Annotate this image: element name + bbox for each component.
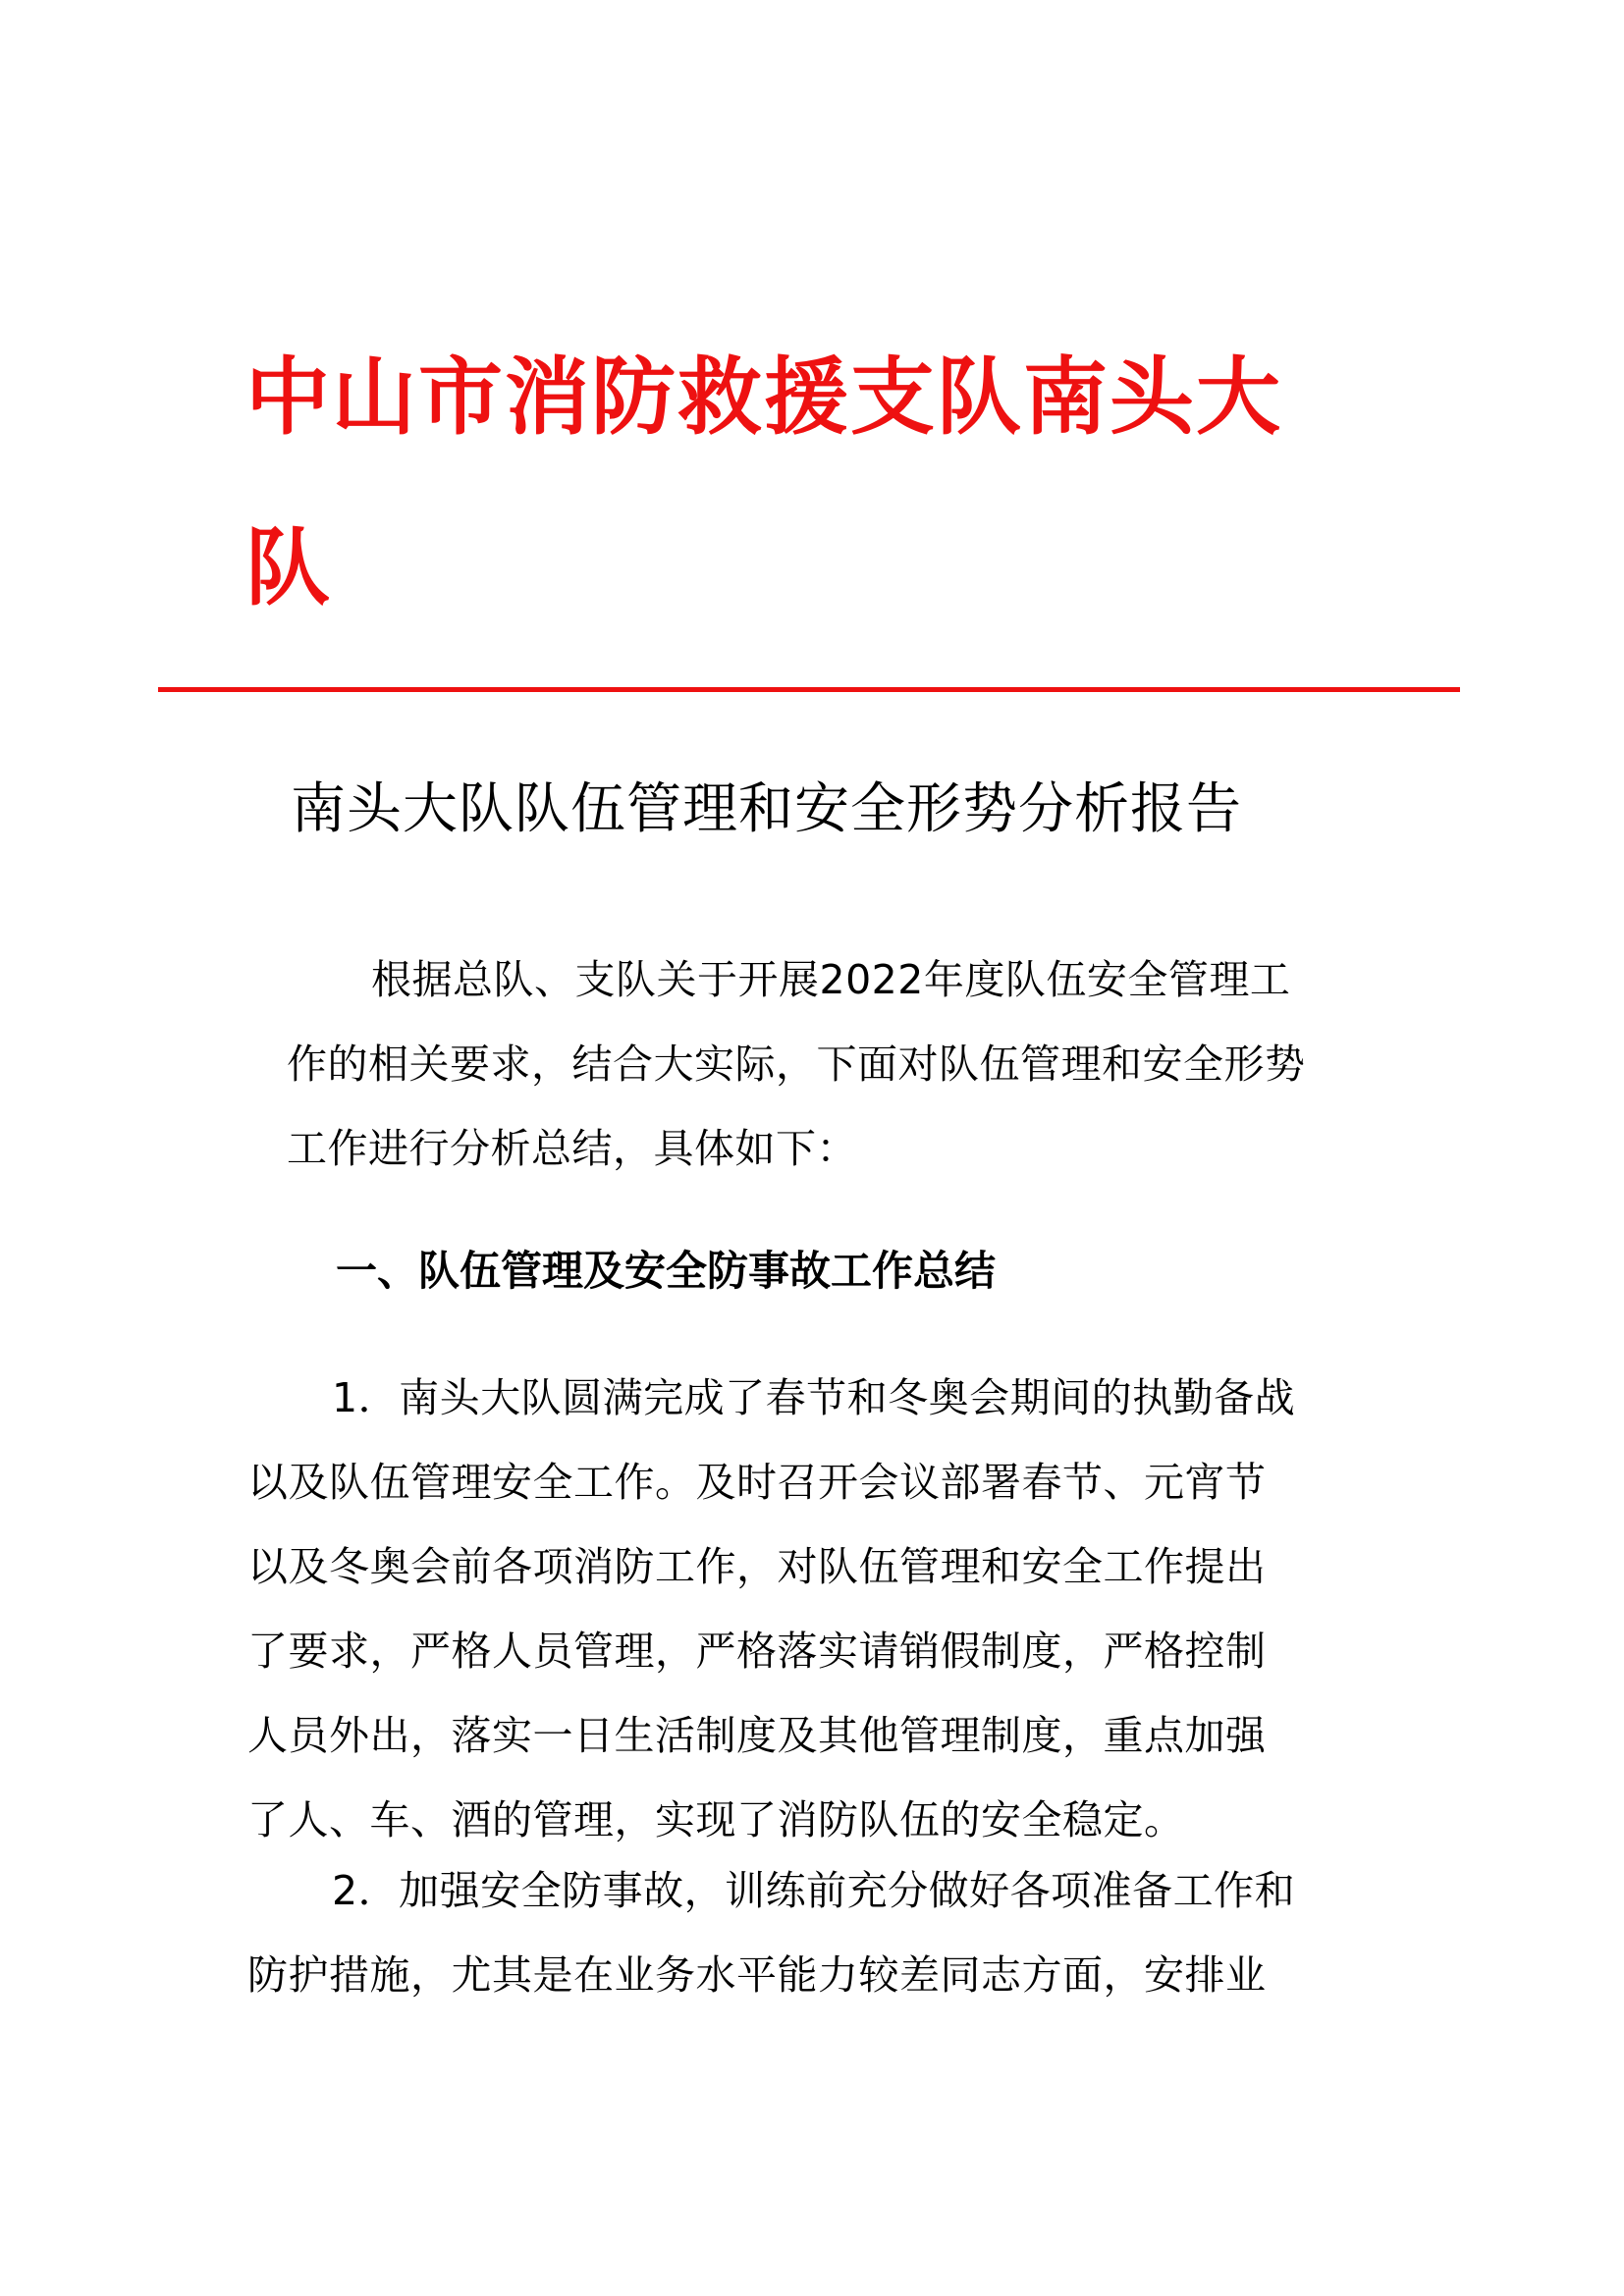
section-heading: 一、队伍管理及安全防事故工作总结 [336,1247,997,1295]
intro-line: 根据总队、支队关于开展2022年度队伍安全管理工 [371,956,1291,1003]
red-header-divider [158,687,1460,692]
organization-title-line-2: 队 [245,519,332,617]
paragraph-item-2 [247,1848,1406,2017]
paragraph-line: 人员外出，落实一日生活制度及其他管理制度，重点加强 [247,1712,1267,1759]
paragraph-line: 以及冬奥会前各项消防工作，对队伍管理和安全工作提出 [247,1543,1267,1590]
intro-line: 工作进行分析总结，具体如下： [287,1125,857,1172]
paragraph-item-1 [247,1356,1406,1862]
intro-line: 作的相关要求，结合大实际，下面对队伍管理和安全形势 [287,1041,1306,1088]
document-title: 南头大队队伍管理和安全形势分析报告 [291,777,1242,841]
paragraph-line: 防护措施，尤其是在业务水平能力较差同志方面，安排业 [247,1951,1267,1999]
paragraph-line: 2．加强安全防事故，训练前充分做好各项准备工作和 [332,1867,1296,1914]
paragraph-line: 以及队伍管理安全工作。及时召开会议部署春节、元宵节 [247,1459,1267,1506]
paragraph-line: 了人、车、酒的管理，实现了消防队伍的安全稳定。 [247,1796,1185,1843]
organization-title [245,312,1414,654]
paragraph-line: 1．南头大队圆满完成了春节和冬奥会期间的执勤备战 [332,1374,1296,1421]
organization-title-line-1: 中山市消防救援支队南头大 [245,348,1282,447]
paragraph-line: 了要求，严格人员管理，严格落实请销假制度，严格控制 [247,1628,1267,1675]
intro-paragraph [287,937,1396,1191]
